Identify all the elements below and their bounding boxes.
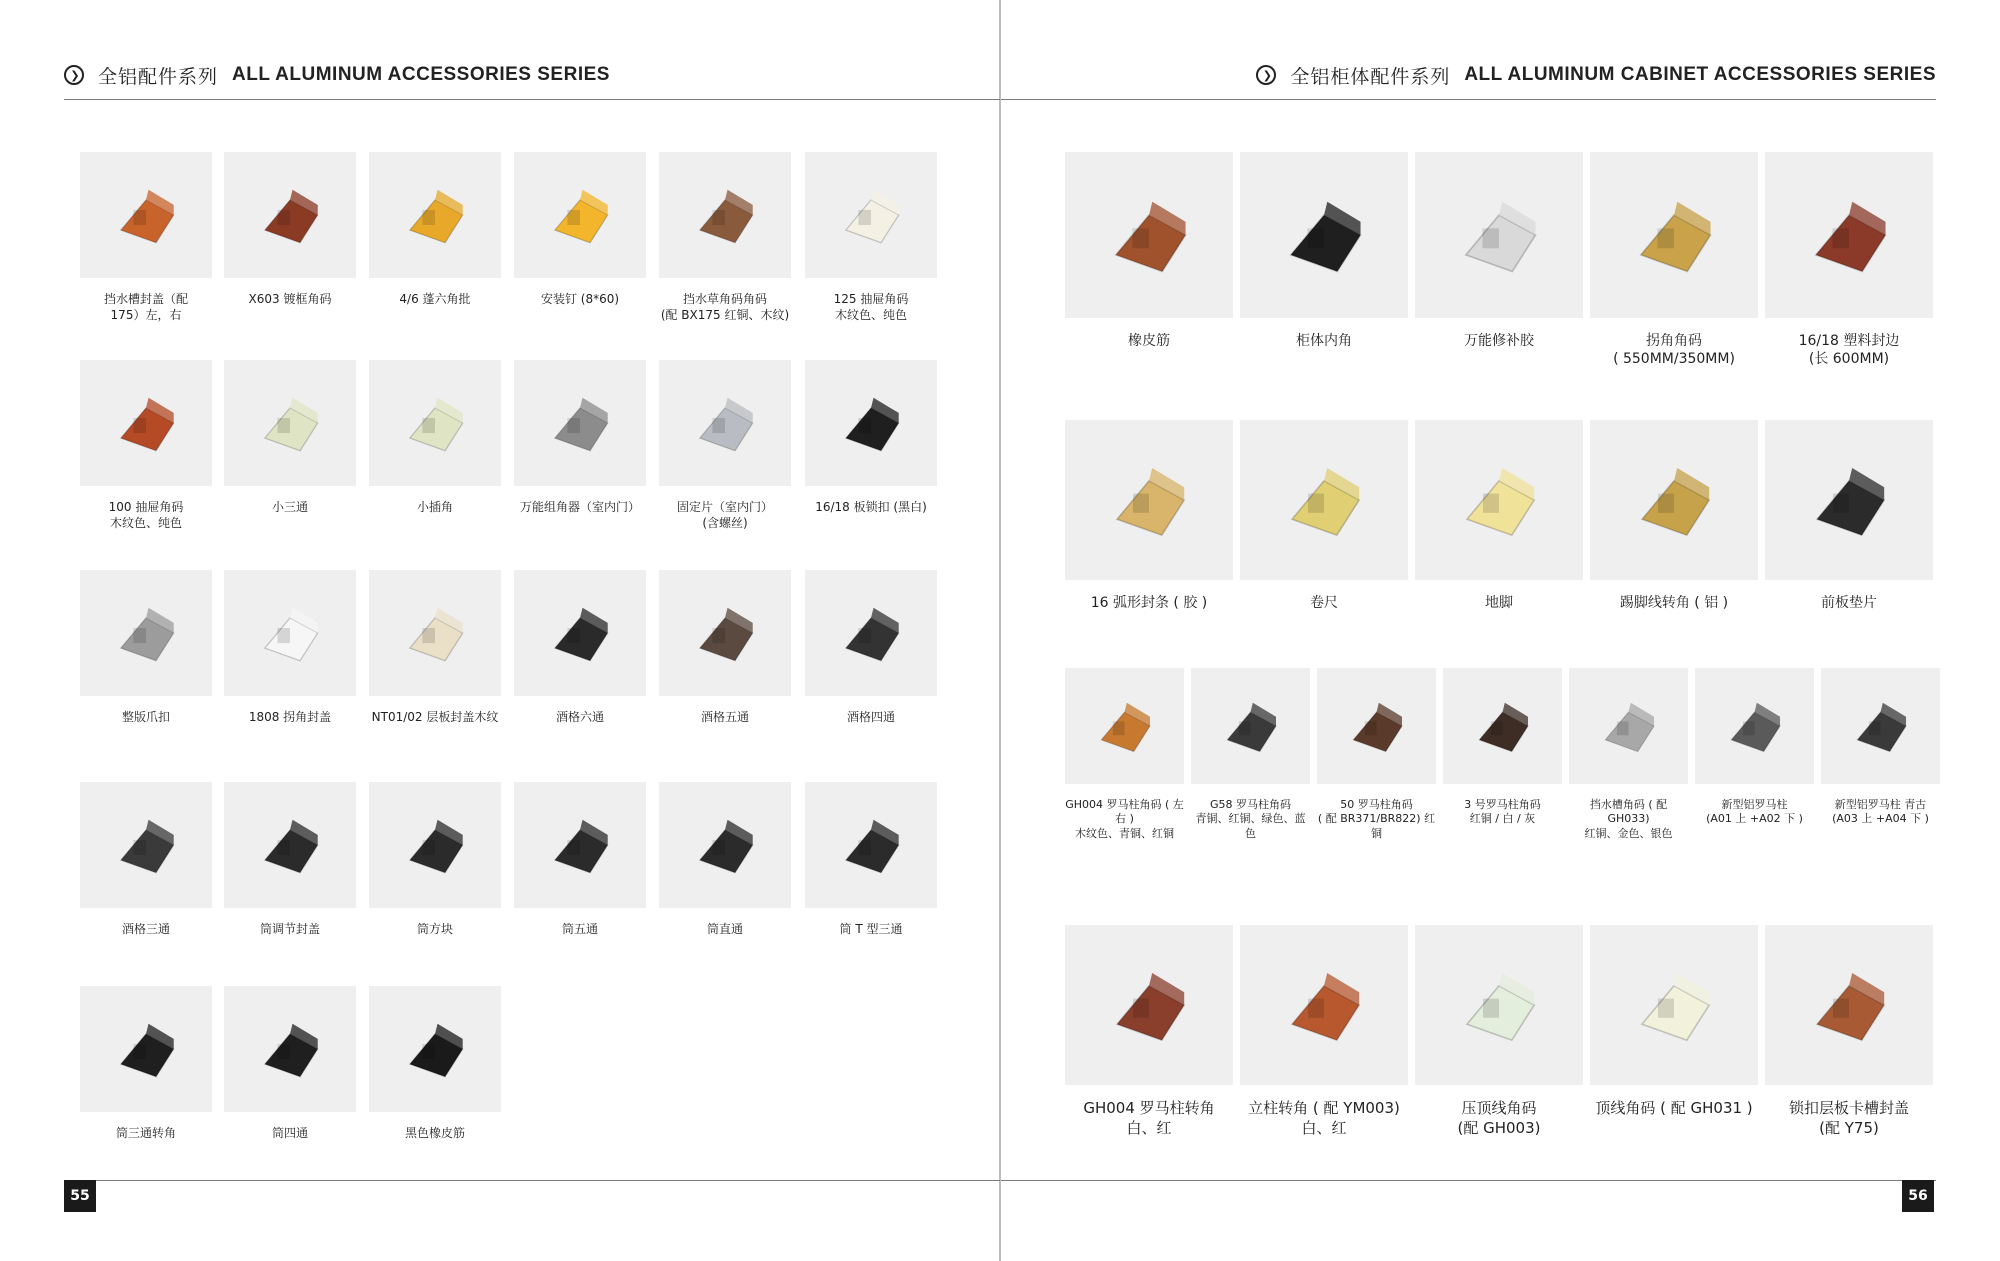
lock-clip-icon xyxy=(805,360,937,486)
product-caption: 100 抽屉角码 木纹色、纯色 xyxy=(108,500,184,530)
roman-capital-icon xyxy=(1695,668,1814,784)
product-item xyxy=(224,986,356,1142)
product-caption: GH004 罗马柱转角 白、红 xyxy=(1083,1099,1215,1137)
roman-column-set-icon xyxy=(1065,668,1184,784)
product-caption: 挡水槽封盖（配 175）左，右 xyxy=(103,292,188,322)
product-item xyxy=(369,782,501,938)
product-item xyxy=(1569,668,1688,841)
corner-set-icon xyxy=(80,360,212,486)
five-way-icon xyxy=(659,570,791,696)
product-caption: 16/18 板锁扣 (黑白) xyxy=(815,500,927,514)
roman-capital-icon xyxy=(1821,668,1940,784)
product-caption: 酒格四通 xyxy=(846,710,895,724)
product-caption: 筒直通 xyxy=(706,922,743,936)
product-caption: 挡水槽角码 ( 配 GH033) 红铜、金色、银色 xyxy=(1584,798,1673,840)
product-item xyxy=(1695,668,1814,827)
header-rule-left xyxy=(64,99,1000,100)
hex-key-icon xyxy=(369,152,501,278)
ornate-corner-icon xyxy=(1317,668,1436,784)
post-corner-icon xyxy=(1240,925,1408,1085)
product-item xyxy=(1765,925,1933,1138)
product-caption: 酒格六通 xyxy=(555,710,604,724)
corner-three-way-icon xyxy=(80,986,212,1112)
top-line-corner-icon xyxy=(1590,925,1758,1085)
header-en: ALL ALUMINUM ACCESSORIES SERIES xyxy=(232,64,610,85)
screw-icon xyxy=(514,152,646,278)
product-caption: 压顶线角码 (配 GH003) xyxy=(1457,1099,1541,1137)
product-item xyxy=(1415,152,1583,350)
left-page-header xyxy=(64,60,610,90)
footer-rule-right xyxy=(1001,1180,1936,1181)
product-item xyxy=(1065,925,1233,1138)
product-item xyxy=(659,152,791,323)
product-caption: 前板垫片 xyxy=(1821,595,1877,611)
product-caption: 整版爪扣 xyxy=(121,710,170,724)
product-item xyxy=(1240,925,1408,1138)
comb-strip-icon xyxy=(1590,152,1758,318)
product-caption: 筒调节封盖 xyxy=(259,922,320,936)
product-caption: 酒格三通 xyxy=(121,922,170,936)
product-caption: 筒四通 xyxy=(271,1126,308,1140)
tape-measure-icon xyxy=(1240,420,1408,580)
repair-glue-icon xyxy=(1415,152,1583,318)
skirting-corner-icon xyxy=(1590,420,1758,580)
product-item xyxy=(1590,925,1758,1119)
product-caption: 小三通 xyxy=(271,500,308,514)
tube-four-way-icon xyxy=(224,986,356,1112)
header-zh: 全铝配件系列 xyxy=(98,65,219,88)
square-block-icon xyxy=(369,782,501,908)
product-caption: 新型铝罗马柱 (A01 上 +A02 下 ) xyxy=(1706,798,1803,826)
product-item xyxy=(514,570,646,726)
crown-corner-icon xyxy=(1415,925,1583,1085)
product-caption: G58 罗马柱角码 青铜、红铜、绿色、蓝色 xyxy=(1195,798,1306,840)
product-item xyxy=(369,570,501,726)
product-item xyxy=(369,152,501,308)
edge-strip-icon xyxy=(1765,152,1933,318)
product-caption: 3 号罗马柱角码 红铜 / 白 / 灰 xyxy=(1464,798,1541,826)
six-way-icon xyxy=(514,570,646,696)
circle-arrow-icon: ❯ xyxy=(64,65,84,85)
product-item xyxy=(80,570,212,726)
product-item xyxy=(1065,152,1233,350)
product-caption: 锁扣层板卡槽封盖 (配 Y75) xyxy=(1788,1099,1909,1137)
product-item xyxy=(514,152,646,308)
copper-corner-icon xyxy=(659,152,791,278)
product-item xyxy=(224,152,356,308)
product-caption: 踢脚线转角 ( 铝 ) xyxy=(1619,595,1729,611)
product-item xyxy=(659,570,791,726)
rubber-band-icon xyxy=(1065,152,1233,318)
product-item xyxy=(369,360,501,516)
product-item xyxy=(1317,668,1436,841)
product-caption: X603 镀框角码 xyxy=(248,292,332,306)
three-way-icon xyxy=(80,782,212,908)
product-item xyxy=(659,360,791,531)
product-item xyxy=(80,152,212,323)
product-caption: 万能修补胶 xyxy=(1464,333,1534,349)
straight-joint-icon xyxy=(659,782,791,908)
product-caption: 安装钉 (8*60) xyxy=(540,292,620,306)
product-item xyxy=(80,782,212,938)
product-caption: 卷尺 xyxy=(1310,595,1338,611)
claw-clip-icon xyxy=(80,570,212,696)
center-fold xyxy=(999,0,1001,1261)
product-caption: 万能组角器（室内门） xyxy=(519,500,640,514)
circle-arrow-icon: ❯ xyxy=(1256,65,1276,85)
product-caption: 筒五通 xyxy=(561,922,598,936)
product-item xyxy=(224,782,356,938)
product-caption: 50 罗马柱角码 ( 配 BR371/BR822) 红铜 xyxy=(1317,798,1436,840)
pyramid-cap-icon xyxy=(1443,668,1562,784)
tube-five-way-icon xyxy=(514,782,646,908)
product-caption: 挡水草角码角码 (配 BX175 红铜、木纹) xyxy=(660,292,790,322)
product-item xyxy=(1590,420,1758,612)
inner-corner-icon xyxy=(1240,152,1408,318)
product-caption: GH004 罗马柱角码 ( 左右 ) 木纹色、青铜、红铜 xyxy=(1065,798,1184,840)
product-item xyxy=(1240,420,1408,612)
page-number-left: 55 xyxy=(64,1180,96,1212)
gray-bracket-icon xyxy=(514,360,646,486)
product-item xyxy=(1821,668,1940,827)
l-plate-icon xyxy=(659,360,791,486)
product-caption: 4/6 蓬六角批 xyxy=(399,292,471,306)
product-item xyxy=(514,360,646,516)
product-caption: 酒格五通 xyxy=(700,710,749,724)
front-pad-icon xyxy=(1765,420,1933,580)
product-caption: 柜体内角 xyxy=(1296,333,1352,349)
product-item xyxy=(805,782,937,938)
small-insert-icon xyxy=(369,360,501,486)
product-caption: 固定片（室内门） (含螺丝) xyxy=(676,500,773,530)
g58-corner-icon xyxy=(1191,668,1310,784)
product-caption: 16 弧形封条 ( 胶 ) xyxy=(1090,595,1208,611)
t-joint-icon xyxy=(805,782,937,908)
product-item xyxy=(224,570,356,726)
product-item xyxy=(80,986,212,1142)
rubber-band-icon xyxy=(369,986,501,1112)
product-item xyxy=(1240,152,1408,350)
product-caption: 125 抽屉角码 木纹色、纯色 xyxy=(833,292,909,322)
four-way-icon xyxy=(805,570,937,696)
product-item xyxy=(805,360,937,516)
product-caption: 1808 拐角封盖 xyxy=(248,710,332,724)
product-caption: 筒方块 xyxy=(416,922,453,936)
product-caption: 16/18 塑料封边 (长 600MM) xyxy=(1798,333,1900,368)
product-caption: 地脚 xyxy=(1485,595,1513,611)
product-caption: 筒 T 型三通 xyxy=(839,922,903,936)
product-item xyxy=(1590,152,1758,368)
product-caption: 小插角 xyxy=(416,500,453,514)
furniture-foot-icon xyxy=(1415,420,1583,580)
column-corner-icon xyxy=(1065,925,1233,1085)
product-item xyxy=(1415,925,1583,1138)
product-item xyxy=(1443,668,1562,827)
product-item xyxy=(659,782,791,938)
product-item xyxy=(1415,420,1583,612)
header-en: ALL ALUMINUM CABINET ACCESSORIES SERIES xyxy=(1464,64,1936,85)
double-tee-icon xyxy=(224,360,356,486)
plastic-corner-icon xyxy=(805,152,937,278)
shelf-cap-icon xyxy=(369,570,501,696)
corner-block-icon xyxy=(224,152,356,278)
product-caption: 橡皮筋 xyxy=(1128,333,1170,349)
product-caption: NT01/02 层板封盖木纹 xyxy=(371,710,499,724)
header-rule-right xyxy=(1001,99,1936,100)
product-item xyxy=(80,360,212,531)
cap-cube-icon xyxy=(224,782,356,908)
header-zh: 全铝柜体配件系列 xyxy=(1290,65,1451,88)
product-item xyxy=(224,360,356,516)
product-caption: 黑色橡皮筋 xyxy=(404,1126,465,1140)
elbow-corner-icon xyxy=(1569,668,1688,784)
product-item xyxy=(805,570,937,726)
product-caption: 筒三通转角 xyxy=(115,1126,176,1140)
product-caption: 新型铝罗马柱 青古 (A03 上 +A04 下 ) xyxy=(1832,798,1929,826)
product-caption: 顶线角码 ( 配 GH031 ) xyxy=(1595,1099,1753,1117)
product-caption: 拐角角码 ( 550MM/350MM) xyxy=(1613,333,1735,368)
product-item xyxy=(1065,420,1233,612)
product-item xyxy=(1065,668,1184,841)
product-item xyxy=(1765,420,1933,612)
slot-cover-icon xyxy=(1765,925,1933,1085)
right-page-header xyxy=(1256,60,1936,90)
wedge-cap-icon xyxy=(80,152,212,278)
corner-cap-icon xyxy=(224,570,356,696)
product-item xyxy=(805,152,937,323)
arc-strip-icon xyxy=(1065,420,1233,580)
product-item xyxy=(1765,152,1933,368)
product-item xyxy=(1191,668,1310,841)
product-item xyxy=(514,782,646,938)
page-number-right: 56 xyxy=(1902,1180,1934,1212)
product-item xyxy=(369,986,501,1142)
footer-rule-left xyxy=(64,1180,1000,1181)
product-caption: 立柱转角 ( 配 YM003) 白、红 xyxy=(1248,1099,1400,1137)
